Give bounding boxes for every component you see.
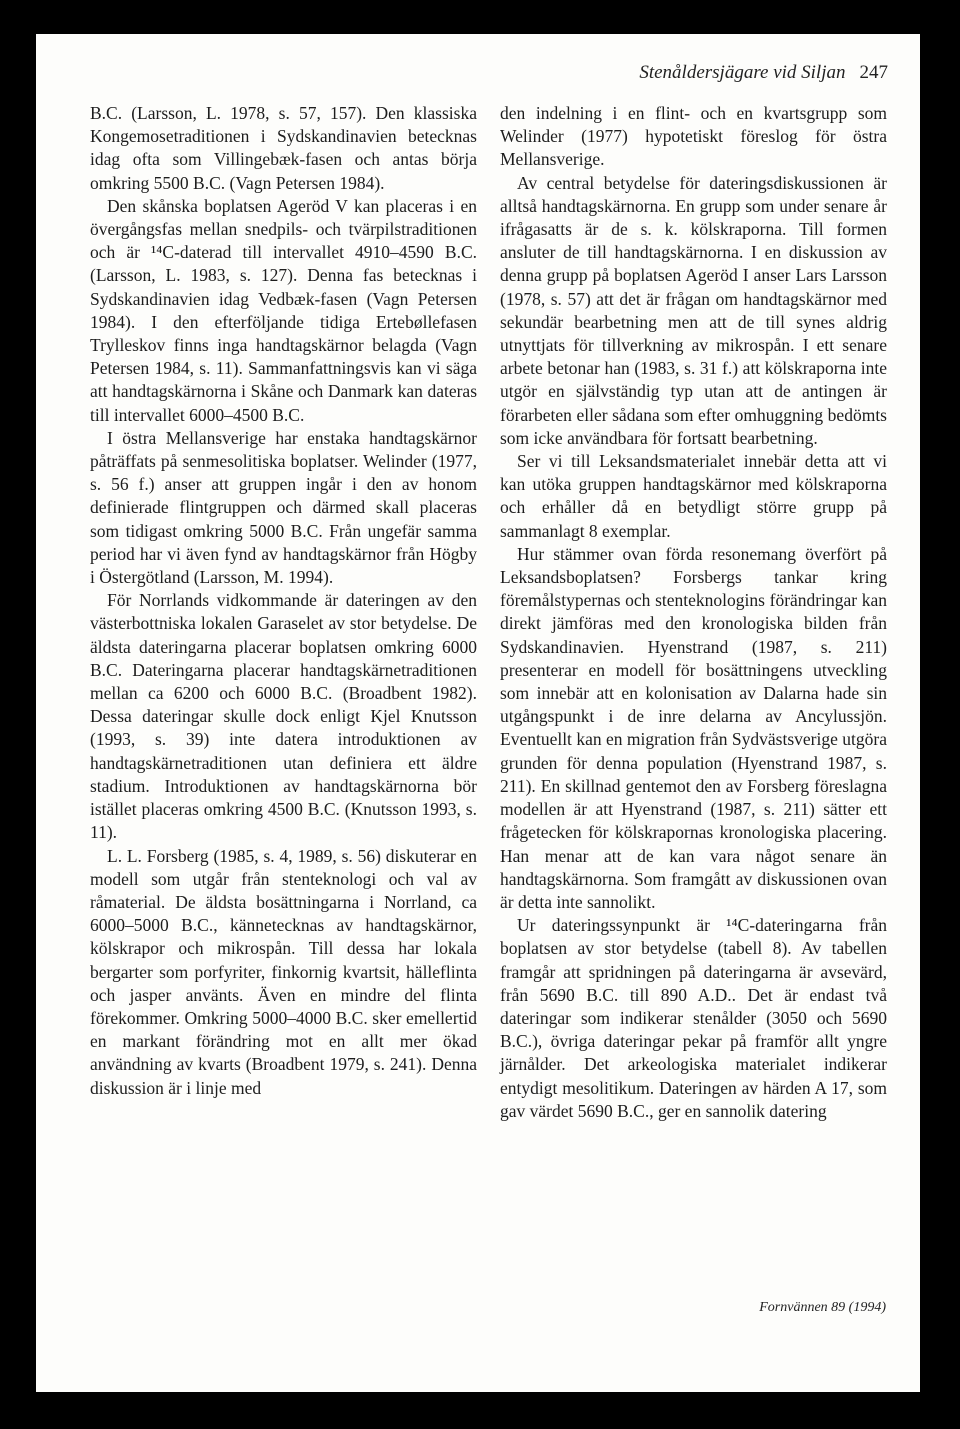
- running-header: [639, 62, 888, 84]
- paragraph: Av central betydelse för dateringsdiskussionen är alltså handtagskärnorna. En grupp som under senare år ifrågasatts är de s. k. kölskraporna. Till formen ansluter de till handtagskärnorna. I en diskussion av denna grupp på boplatsen Ageröd I anser Lars Larsson (1978, s. 57) att det är frågan om handtagskärnor med sekundär bearbetning men att de till synes aldrig utnyttjats för tillverkning av mikrospån. I ett senare arbete betonar han (1983, s. 31 f.) att kölskraporna inte utgör en självständig typ utan att de antingen är förarbeten eller sådana som efter omhuggning bedömts som icke användbara för fortsatt bearbetning.: [500, 172, 887, 448]
- paragraph: den indelning i en flint- och en kvartsgrupp som Welinder (1977) hypotetiskt föreslog för östra Mellansverige.: [500, 103, 887, 170]
- paragraph: Ur dateringssynpunkt är ¹⁴C-dateringarna från boplatsen av stor betydelse (tabell 8). Av tabellen framgår att spridningen på dateringarna är avsevärd, från 5690 B.C. till 890 A.D.. Det är endast två dateringar som indikerar stenålder (3050 och 5690 B.C.), övriga dateringar pekar på framför allt yngre järnålder. Det arkeologiska materialet indikerar entydigt mesolitikum. Dateringen av härden A 17, som gav värdet 5690 B.C., ger en sannolik datering: [500, 915, 887, 1121]
- right-column: [500, 102, 887, 1123]
- journal-footer: Fornvännen 89 (1994): [759, 1300, 886, 1315]
- paragraph: Den skånska boplatsen Ageröd V kan placeras i en övergångsfas mellan snedpils- och tvärpilstraditionen och är ¹⁴C-daterad till intervallet 4910–4590 B.C. (Larsson, L. 1983, s. 127). Denna fas betecknas i Sydskandinavien idag Vedbæk-fasen (Vagn Petersen 1984). I den efterföljande tidiga Ertebøllefasen Trylleskov finns inga handtagskärnor belagda (Vagn Petersen 1984, s. 11). Sammanfattningsvis kan vi säga att handtagskärnorna i Skåne och Danmark kan dateras till intervallet 6000–4500 B.C.: [90, 195, 477, 425]
- paragraph: B.C. (Larsson, L. 1978, s. 57, 157). Den klassiska Kongemosetraditionen i Sydskandinavien betecknas idag ofta som Villingebæk-fasen och antas börja omkring 5500 B.C. (Vagn Petersen 1984).: [90, 103, 477, 193]
- left-column: [90, 102, 477, 1100]
- paragraph: Ser vi till Leksandsmaterialet innebär detta att vi kan utöka gruppen handtagskärnor med kölskraporna och erhåller då en betydligt större grupp på sammanlagt 8 exemplar.: [500, 451, 887, 541]
- paragraph: L. L. Forsberg (1985, s. 4, 1989, s. 56) diskuterar en modell som utgår från stenteknologi och val av råmaterial. De äldsta bosättningarna i Norrland, ca 6000–5000 B.C., kännetecknas av handtagskärnor, kölskrapor och mikrospån. Till dessa har lokala bergarter som porfyriter, finkornig kvartsit, hälleflinta och jasper använts. Även en mindre del flinta förekommer. Omkring 5000–4000 B.C. sker emellertid en markant förändring mot en allt mer ökad användning av kvarts (Broadbent 1979, s. 241). Denna diskussion är i linje med: [90, 845, 477, 1098]
- page-number: 247: [859, 62, 888, 83]
- paragraph: Hur stämmer ovan förda resonemang överfört på Leksandsboplatsen? Forsbergs tankar kring föremålstypernas och stenteknologins förändringar kan direkt jämföras med den kronologiska bilden från Sydskandinavien. Hyenstrand (1987, s. 211) presenterar en modell för bosättningens utveckling som innebär att en kolonisation av Dalarna hade sin utgångspunkt i de inre delarna av Ancylussjön. Eventuellt kan en migration från Sydvästsverige utgöra grunden för denna population (Hyenstrand 1987, s. 211). En skillnad gentemot den av Forsberg föreslagna modellen är att Hyenstrand (1987, s. 211) sätter ett frågetecken för kölskrapornas kronologiska placering. Han menar att de kan vara något senare än handtagskärnorna. Som framgått av diskussionen ovan är detta inte sannolikt.: [500, 543, 887, 912]
- paragraph: I östra Mellansverige har enstaka handtagskärnor påträffats på senmesolitiska boplatser. Welinder (1977, s. 56 f.) anser att gruppen ingår i den av honom definierade flintgruppen och därmed skall placeras som tidigast omkring 5000 B.C. Från ungefär samma period har vi även fynd av handtagskärnor från Högby i Östergötland (Larsson, M. 1994).: [90, 427, 477, 588]
- paragraph: För Norrlands vidkommande är dateringen av den västerbottniska lokalen Garaselet av stor betydelse. De äldsta dateringarna placerar boplatsen omkring 6000 B.C. Dateringarna placerar handtagskärnetraditionen mellan ca 6200 och 6000 B.C. (Broadbent 1982). Dessa dateringar skulle dock enligt Kjel Knutsson (1993, s. 39) inte datera introduktionen av handtagskärnetraditionen utan definiera ett äldre stadium. Introduktionen av handtagskärnorna bör istället placeras omkring 4500 B.C. (Knutsson 1993, s. 11).: [90, 590, 477, 843]
- running-title: Stenåldersjägare vid Siljan: [639, 62, 846, 83]
- journal-page: [36, 34, 920, 1392]
